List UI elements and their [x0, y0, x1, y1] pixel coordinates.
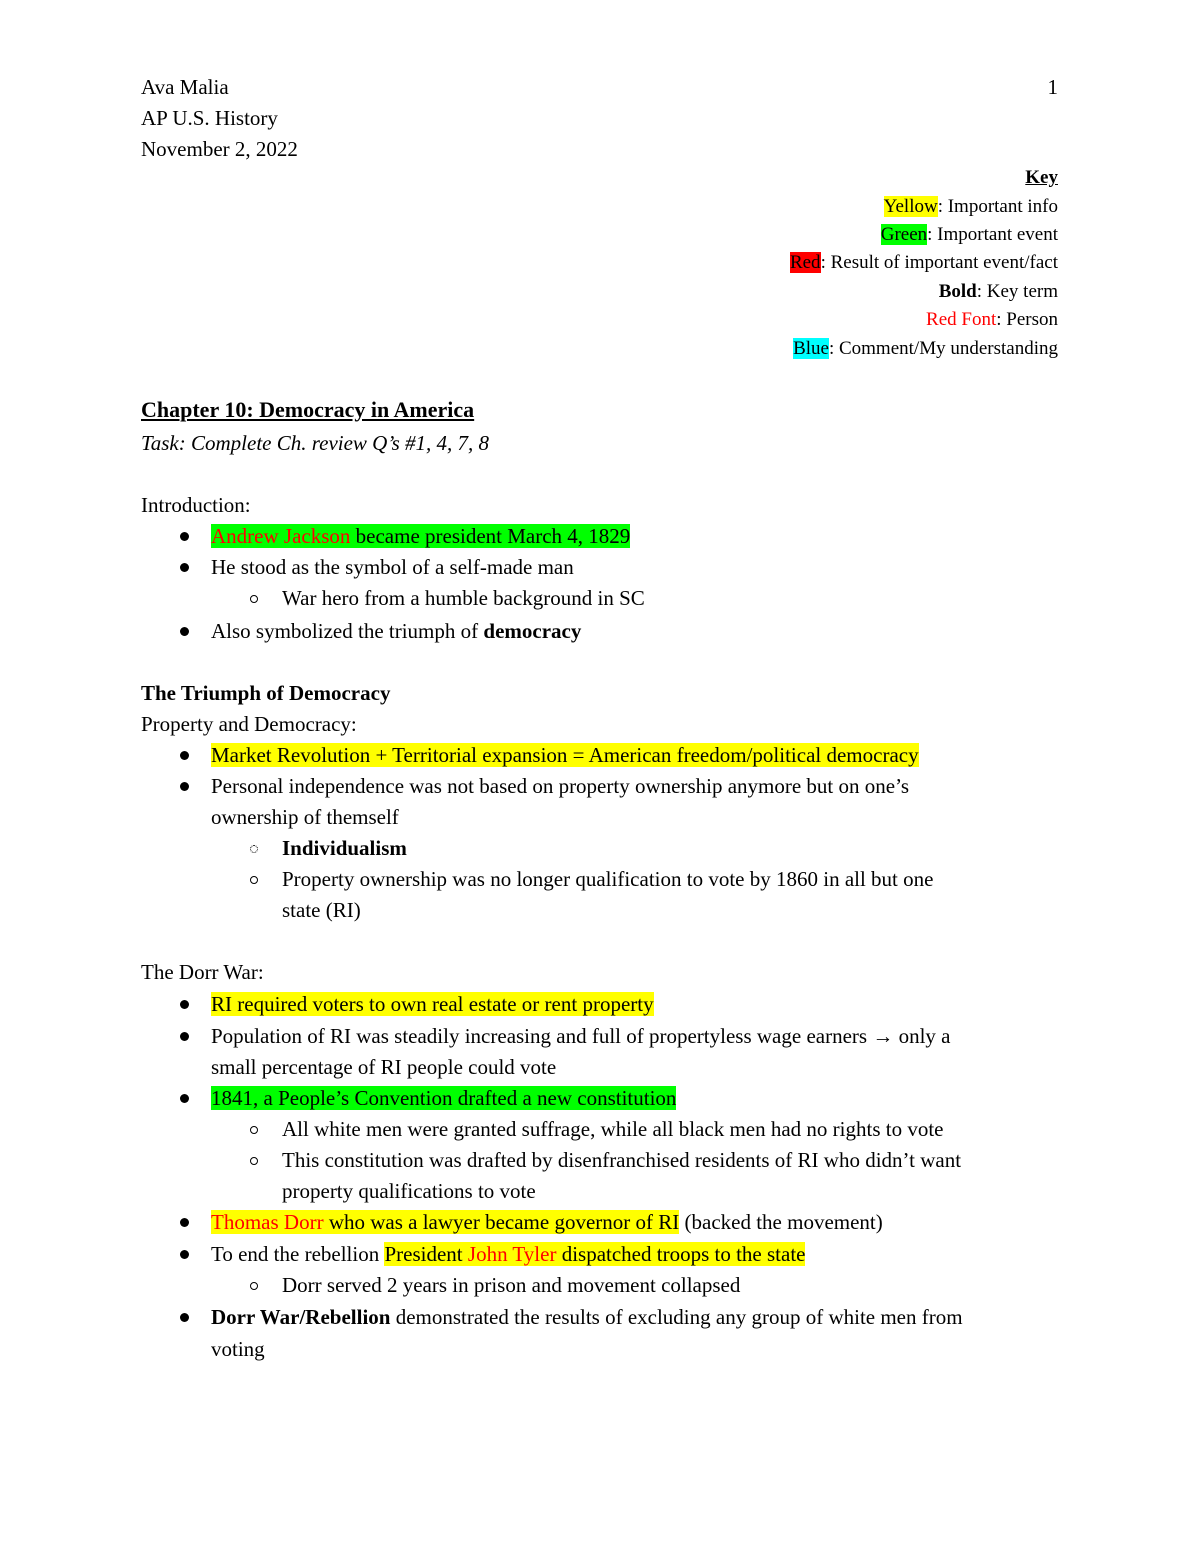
subsection-heading: Property and Democracy:: [141, 712, 357, 736]
bullet-icon: [180, 1250, 189, 1259]
author-name: Ava Malia: [141, 75, 229, 99]
course-name: AP U.S. History: [141, 106, 278, 130]
list-item-text: President: [384, 1242, 468, 1266]
key-label-yellow: Yellow: [883, 196, 938, 217]
list-item: [211, 1241, 805, 1267]
list-item: [211, 1304, 963, 1330]
key-item-blue: [793, 337, 1058, 361]
bullet-icon: [180, 563, 189, 572]
list-item: [211, 618, 581, 644]
key-desc-bold: : Key term: [976, 281, 1058, 302]
bullet-icon: [180, 1218, 189, 1227]
list-item-continued: property qualifications to vote: [282, 1179, 536, 1203]
page-number: 1: [1047, 75, 1058, 99]
key-item-red: [790, 251, 1058, 275]
bullet-icon: [180, 782, 189, 791]
bullet-icon: [180, 1000, 189, 1009]
list-item-text: (backed the movement): [679, 1210, 883, 1234]
list-item-text: who was a lawyer became governor of RI: [323, 1210, 680, 1234]
document-date: November 2, 2022: [141, 137, 298, 161]
key-item-bold: [939, 280, 1058, 304]
section-heading: The Triumph of Democracy: [141, 681, 391, 705]
key-item-red-font: [926, 308, 1058, 332]
bullet-icon: [180, 627, 189, 636]
key-desc-red: : Result of important event/fact: [820, 252, 1058, 273]
key-desc-yellow: : Important info: [937, 196, 1058, 217]
list-item: [211, 1085, 676, 1111]
list-item: This constitution was drafted by disenfranchised residents of RI who didn’t want: [282, 1148, 962, 1172]
list-item-text: To end the rebellion: [211, 1242, 385, 1266]
bullet-icon: [180, 1313, 189, 1322]
chapter-title: Chapter 10: Democracy in America: [141, 397, 475, 422]
bullet-icon: [180, 1094, 189, 1103]
sub-bullet-icon: [250, 595, 258, 603]
list-item: All white men were granted suffrage, while all black men had no rights to vote: [282, 1117, 944, 1141]
list-item-text: RI required voters to own real estate or rent property: [211, 992, 654, 1016]
list-item: Dorr served 2 years in prison and movement collapsed: [282, 1273, 741, 1297]
list-item: He stood as the symbol of a self-made man: [211, 555, 574, 579]
list-item: [211, 1209, 883, 1235]
list-item-continued: state (RI): [282, 898, 361, 922]
list-item-text: Market Revolution + Territorial expansion = American freedom/political democracy: [211, 743, 919, 767]
list-item: Property ownership was no longer qualification to vote by 1860 in all but one: [282, 867, 934, 891]
list-item: War hero from a humble background in SC: [282, 586, 645, 610]
subsection-heading: The Dorr War:: [141, 960, 264, 984]
list-item-text: became president March 4, 1829: [350, 524, 631, 548]
list-item-text: 1841, a People’s Convention drafted a new constitution: [211, 1086, 677, 1110]
key-desc-green: : Important event: [927, 224, 1058, 245]
key-label-red-font: Red Font: [926, 309, 997, 330]
sub-bullet-icon: [250, 1126, 258, 1134]
list-item-continued: ownership of themself: [211, 805, 399, 829]
list-item: Personal independence was not based on property ownership anymore but on one’s: [211, 774, 910, 798]
sub-bullet-icon: [250, 876, 258, 884]
key-term: democracy: [483, 619, 582, 643]
list-item: [211, 991, 654, 1017]
key-label-blue: Blue: [793, 338, 829, 359]
list-item: Population of RI was steadily increasing and full of propertyless wage earners → only a: [211, 1024, 951, 1048]
sub-bullet-icon: [250, 845, 258, 853]
person-name: Thomas Dorr: [211, 1210, 324, 1234]
key-label-green: Green: [880, 224, 928, 245]
person-name: John Tyler: [467, 1242, 557, 1266]
intro-heading: Introduction:: [141, 493, 251, 517]
chapter-task: Task: Complete Ch. review Q’s #1, 4, 7, 8: [141, 431, 490, 455]
list-item: [211, 742, 919, 768]
key-title: Key: [1025, 167, 1058, 188]
key-label-bold: Bold: [938, 281, 977, 302]
key-term: Dorr War/Rebellion: [211, 1305, 391, 1329]
key-desc-blue: : Comment/My understanding: [828, 338, 1058, 359]
list-item: [211, 523, 630, 549]
list-item-text: dispatched troops to the state: [556, 1242, 806, 1266]
person-name: Andrew Jackson: [211, 524, 351, 548]
sub-bullet-icon: [250, 1282, 258, 1290]
list-item-continued: voting: [211, 1337, 265, 1361]
key-desc-red-font: : Person: [996, 309, 1058, 330]
key-item-green: [881, 223, 1058, 247]
key-term: Individualism: [282, 836, 407, 860]
sub-bullet-icon: [250, 1157, 258, 1165]
bullet-icon: [180, 532, 189, 541]
bullet-icon: [180, 1032, 189, 1041]
bullet-icon: [180, 751, 189, 760]
list-item-text: demonstrated the results of excluding any group of white men from: [390, 1305, 963, 1329]
list-item-continued: small percentage of RI people could vote: [211, 1055, 557, 1079]
list-item-text: Also symbolized the triumph of: [211, 619, 484, 643]
key-item-yellow: [884, 195, 1058, 219]
key-label-red: Red: [789, 252, 821, 273]
